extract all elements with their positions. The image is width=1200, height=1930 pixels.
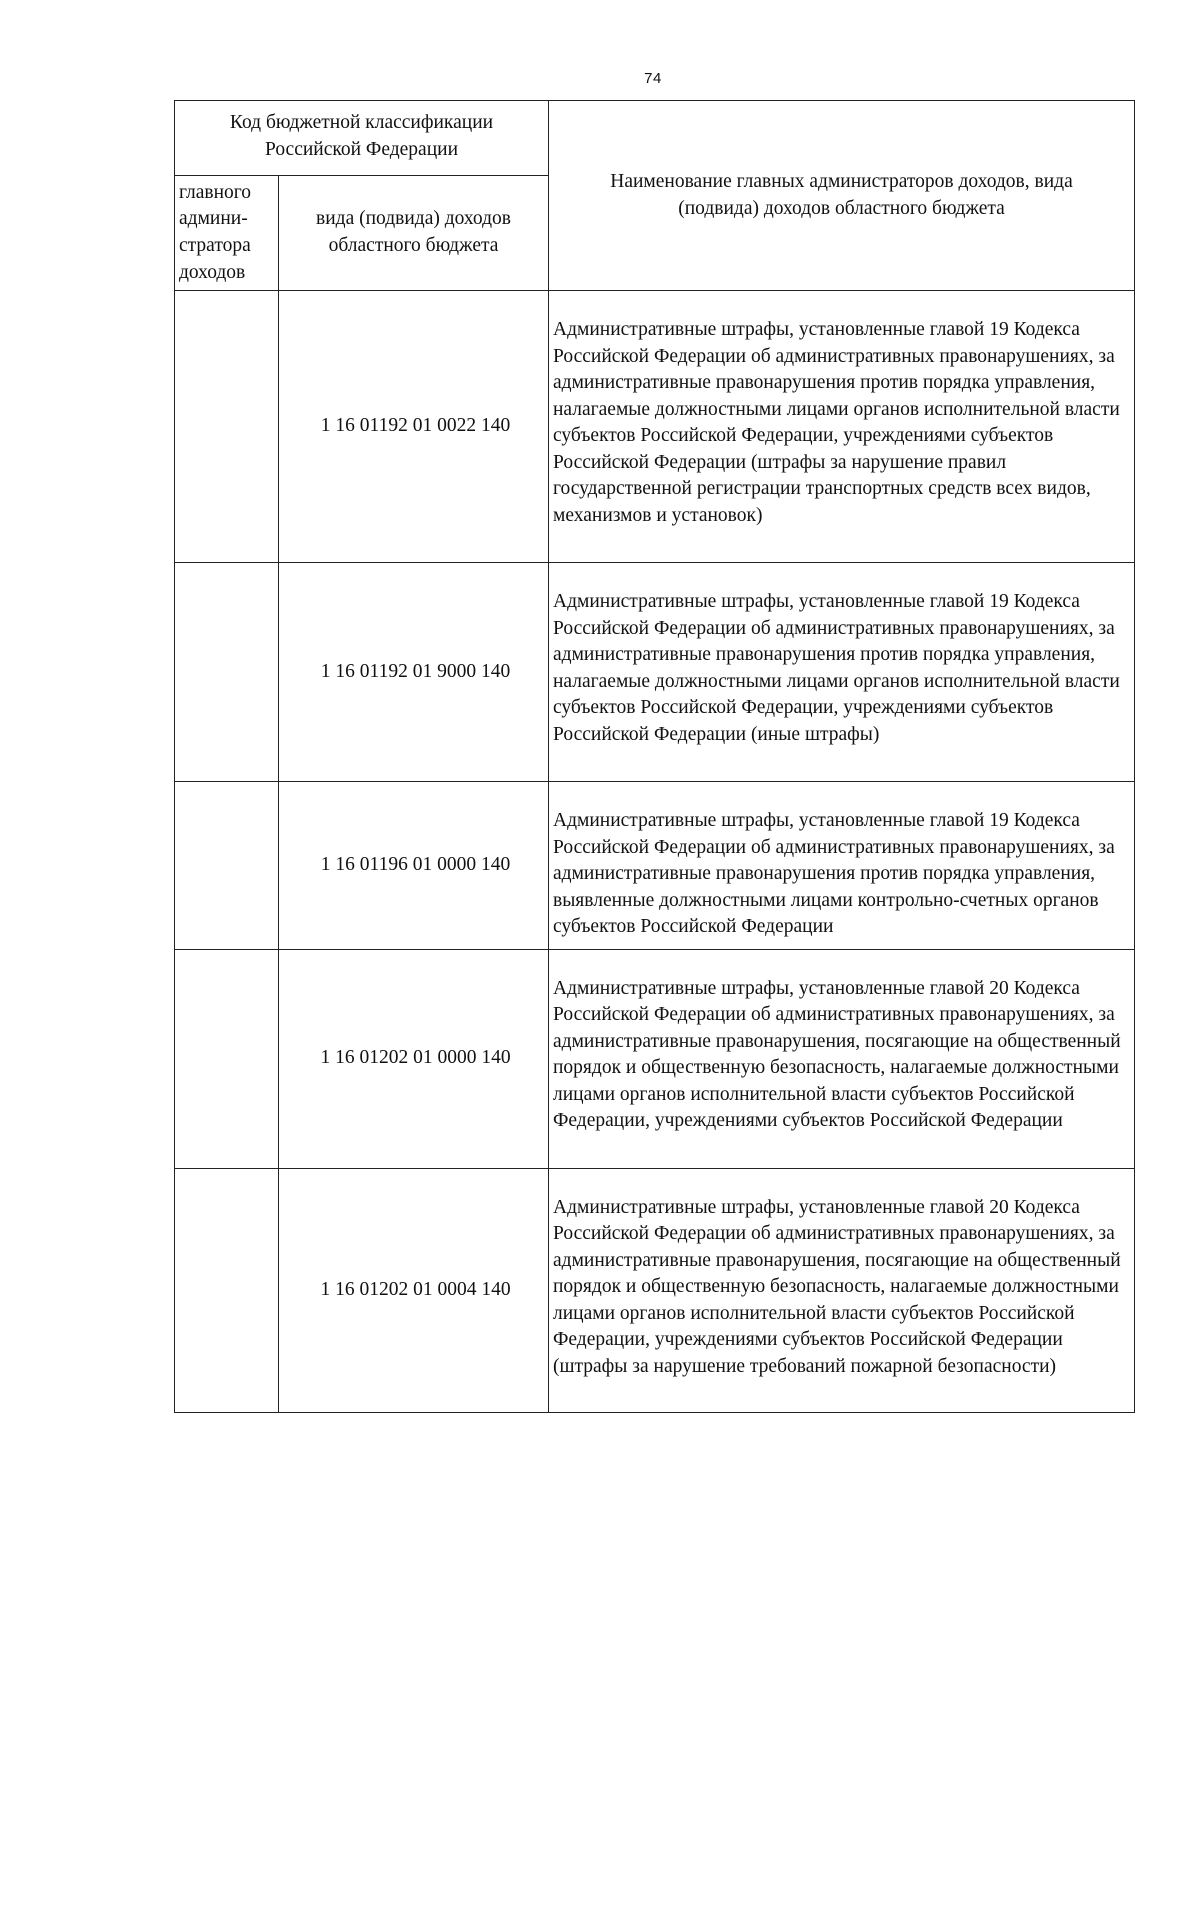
budget-classification-table — [174, 100, 1135, 1413]
code-cell: 1 16 01192 01 9000 140 — [279, 563, 549, 782]
table-row — [175, 563, 1135, 782]
header-code-column: вида (подвида) доходов областного бюджета — [279, 176, 549, 291]
table-row — [175, 291, 1135, 563]
description-cell: Административные штрафы, установленные главой 20 Кодекса Российской Федерации об административных правонарушениях, за административные правонарушения, посягающие на общественный порядок и общественную безопасность, налагаемые должностными лицами органов исполнительной власти субъектов Российской Федерации, учреждениями субъектов Российской Федерации (штрафы за нарушение требований пожарной безопасности) — [549, 1168, 1135, 1412]
page-number: 74 — [644, 70, 662, 87]
header-name-column: Наименование главных администраторов доходов, вида (подвида) доходов областного бюджета — [549, 101, 1135, 291]
table-row — [175, 949, 1135, 1168]
header-admin-column: главного админи-стратора доходов — [175, 176, 279, 291]
table-row — [175, 782, 1135, 950]
admin-cell — [175, 563, 279, 782]
description-cell: Административные штрафы, установленные главой 19 Кодекса Российской Федерации об административных правонарушениях, за административные правонарушения против порядка управления, налагаемые должностными лицами органов исполнительной власти субъектов Российской Федерации, учреждениями субъектов Российской Федерации (иные штрафы) — [549, 563, 1135, 782]
admin-cell — [175, 782, 279, 950]
admin-cell — [175, 949, 279, 1168]
header-group-title: Код бюджетной классификации Российской Федерации — [175, 101, 549, 176]
header-row-top — [175, 101, 1135, 176]
code-cell: 1 16 01192 01 0022 140 — [279, 291, 549, 563]
description-cell: Административные штрафы, установленные главой 19 Кодекса Российской Федерации об административных правонарушениях, за административные правонарушения против порядка управления, выявленные должностными лицами контрольно-счетных органов субъектов Российской Федерации — [549, 782, 1135, 950]
admin-cell — [175, 1168, 279, 1412]
admin-cell — [175, 291, 279, 563]
description-cell: Административные штрафы, установленные главой 20 Кодекса Российской Федерации об административных правонарушениях, за административные правонарушения, посягающие на общественный порядок и общественную безопасность, налагаемые должностными лицами органов исполнительной власти субъектов Российской Федерации, учреждениями субъектов Российской Федерации — [549, 949, 1135, 1168]
code-cell: 1 16 01202 01 0000 140 — [279, 949, 549, 1168]
table-row — [175, 1168, 1135, 1412]
code-cell: 1 16 01202 01 0004 140 — [279, 1168, 549, 1412]
description-cell: Административные штрафы, установленные главой 19 Кодекса Российской Федерации об административных правонарушениях, за административные правонарушения против порядка управления, налагаемые должностными лицами органов исполнительной власти субъектов Российской Федерации, учреждениями субъектов Российской Федерации (штрафы за нарушение правил государственной регистрации транспортных средств всех видов, механизмов и установок) — [549, 291, 1135, 563]
code-cell: 1 16 01196 01 0000 140 — [279, 782, 549, 950]
